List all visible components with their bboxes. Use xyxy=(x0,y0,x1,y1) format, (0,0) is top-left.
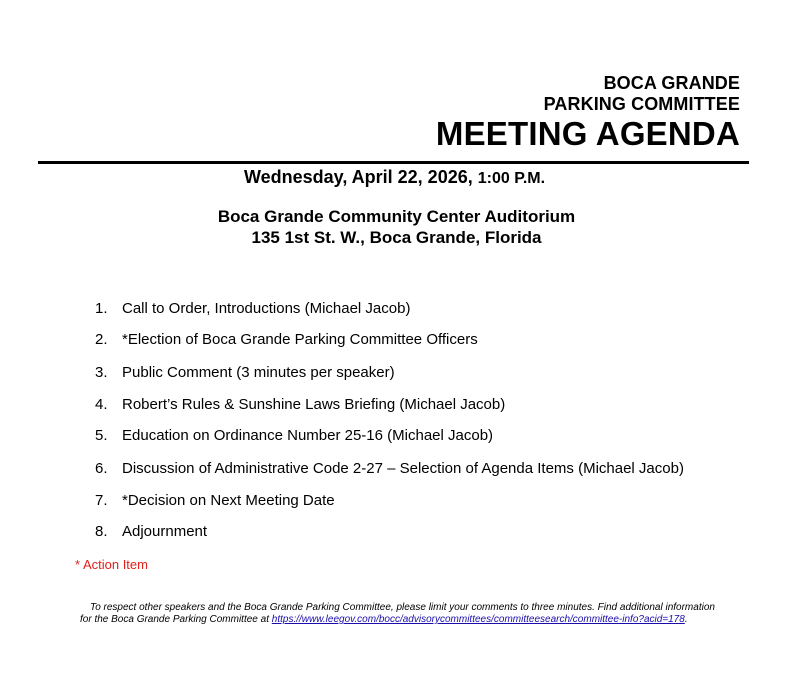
agenda-item-text: Robert’s Rules & Sunshine Laws Briefing (Michael Jacob) xyxy=(122,396,506,413)
committee-info-link[interactable]: https://www.leegov.com/bocc/advisorycommittees/committeesearch/committee-info?acid=178 xyxy=(271,614,685,625)
agenda-item-number: 6. xyxy=(95,460,108,477)
meeting-date-line xyxy=(0,166,793,190)
agenda-item-text: *Decision on Next Meeting Date xyxy=(122,492,335,509)
org-name-line1: BOCA GRANDE xyxy=(603,73,740,93)
footer-line1: To respect other speakers and the Boca Grande Parking Committee, please limit your comments to three minutes. Find additional information xyxy=(90,602,715,613)
agenda-item-text: Discussion of Administrative Code 2-27 – Selection of Agenda Items (Michael Jacob) xyxy=(122,460,684,477)
footer-line2-prefix: for the Boca Grande Parking Committee at xyxy=(80,614,272,625)
agenda-item-1 xyxy=(95,299,410,319)
agenda-item-6 xyxy=(95,459,684,479)
footer-note xyxy=(80,602,715,626)
page-title: MEETING AGENDA xyxy=(435,115,740,152)
agenda-item-text: Education on Ordinance Number 25-16 (Michael Jacob) xyxy=(122,427,494,444)
agenda-item-7 xyxy=(95,491,335,511)
agenda-item-text: *Election of Boca Grande Parking Committee Officers xyxy=(122,331,478,348)
org-name-line2: PARKING COMMITTEE xyxy=(543,94,740,114)
agenda-item-number: 1. xyxy=(95,300,108,317)
agenda-item-number: 5. xyxy=(95,427,108,444)
agenda-item-number: 7. xyxy=(95,492,108,509)
footer-line2-suffix: . xyxy=(684,614,688,625)
footer-line2 xyxy=(80,614,715,626)
title-divider xyxy=(38,161,749,164)
venue-name: Boca Grande Community Center Auditorium xyxy=(217,207,576,226)
agenda-item-number: 2. xyxy=(95,331,108,348)
agenda-item-5 xyxy=(95,426,493,446)
meeting-location xyxy=(0,206,793,248)
meeting-time: 1:00 P.M. xyxy=(477,170,546,187)
action-item-legend: * Action Item xyxy=(75,557,148,572)
agenda-item-2 xyxy=(95,330,478,350)
agenda-item-text: Call to Order, Introductions (Michael Jacob) xyxy=(122,300,411,317)
agenda-item-8 xyxy=(95,522,207,542)
agenda-item-number: 3. xyxy=(95,364,108,381)
venue-address: 135 1st St. W., Boca Grande, Florida xyxy=(251,228,542,247)
agenda-item-text: Public Comment (3 minutes per speaker) xyxy=(122,364,395,381)
agenda-item-number: 4. xyxy=(95,396,108,413)
agenda-item-number: 8. xyxy=(95,523,108,540)
header-block xyxy=(436,73,740,152)
agenda-item-3 xyxy=(95,363,395,383)
meeting-date: Wednesday, April 22, 2026, xyxy=(243,167,478,187)
agenda-item-text: Adjournment xyxy=(122,523,208,540)
agenda-item-4 xyxy=(95,395,505,415)
